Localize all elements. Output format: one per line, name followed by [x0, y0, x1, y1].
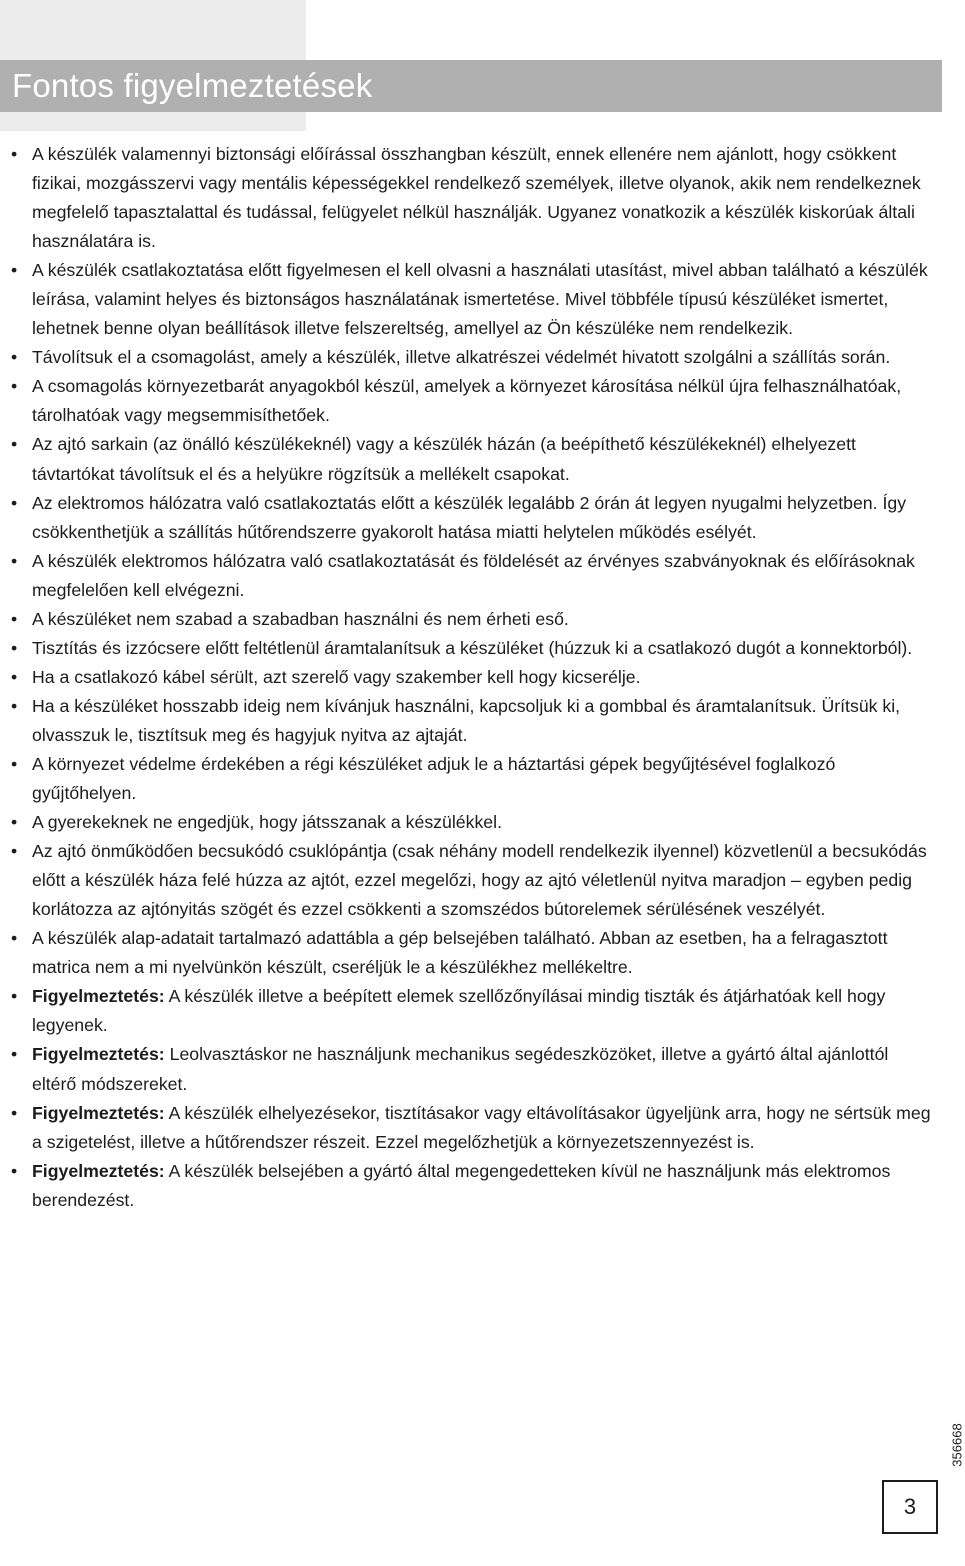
warning-text: Távolítsuk el a csomagolást, amely a készülék, illetve alkatrészei védelmét hivatott szolgálni a szállítás során.: [32, 347, 891, 368]
title-bar: [0, 60, 942, 112]
page-number: 3: [903, 1494, 917, 1519]
warning-text: A készülék csatlakoztatása előtt figyelmesen el kell olvasni a használati utasítást, mivel abban található a készülék leírása, valamint helyes és biztonságos használatának ismertetése. Mivel többféle típusú készüléket ismertet, lehetnek benne olyan beállítások illetve felszereltség, amellyel az Ön készüléke nem rendelkezik.: [32, 260, 928, 339]
bullet-icon: •: [11, 260, 18, 281]
bullet-icon: •: [11, 695, 18, 716]
warning-text: Az ajtó sarkain (az önálló készülékeknél) vagy a készülék házán (a beépíthető készülékeknél) elhelyezett távtartókat távolítsuk el és a helyükre rögzítsük a mellékelt csapokat.: [32, 434, 856, 484]
bullet-icon: •: [11, 986, 18, 1007]
bullet-icon: •: [11, 928, 18, 949]
warning-item: [0, 256, 942, 343]
warning-text: Ha a készüléket hosszabb ideig nem kívánjuk használni, kapcsoljuk ki a gombbal és áramtalanítsuk. Ürítsük ki, olvasszuk le, tisztítsuk meg és hagyjuk nyitva az ajtaját.: [32, 695, 901, 745]
warning-item: [0, 343, 942, 372]
warning-item: [0, 372, 942, 430]
warning-text: A készüléket nem szabad a szabadban használni és nem érheti eső.: [32, 608, 569, 629]
warning-text: A készülék elhelyezésekor, tisztításakor vagy eltávolításakor ügyeljünk arra, hogy ne sértsük meg a szigetelést, illetve a hűtőrendszer részeit. Ezzel megelőzhetjük a környezetszennyezést is.: [32, 1102, 931, 1152]
warning-item: [0, 1099, 942, 1157]
warning-text: Tisztítás és izzócsere előtt feltétlenül áramtalanítsuk a készüléket (húzzuk ki a csatlakozó dugót a konnektorból).: [32, 637, 913, 658]
page-title: Fontos figyelmeztetések: [12, 67, 373, 104]
bullet-icon: •: [11, 144, 18, 164]
warning-item: [0, 692, 942, 750]
warning-text: A készülék valamennyi biztonsági előírással összhangban készült, ennek ellenére nem ajánlott, hogy csökkent fizikai, mozgásszervi vagy mentális képességekkel rendelkező személyek, illetve olyanok, akik nem rendelkeznek megfelelő tapasztalattal és tudással, felügyelet nélkül használják. Ugyanez vonatkozik a készülék kiskorúak általi használatára is.: [32, 144, 921, 252]
warning-text: Az elektromos hálózatra való csatlakoztatás előtt a készülék legalább 2 órán át legyen nyugalmi helyzetben. Így csökkenthetjük a szállítás hűtőrendszerre gyakorolt hatása miatti helytelen működés esélyét.: [32, 492, 907, 542]
page-number-box: [882, 1480, 938, 1534]
warning-item: [0, 837, 942, 924]
warning-text: Az ajtó önműködően becsukódó csuklópántja (csak néhány modell rendelkezik ilyennel) közvetlenül a becsukódás előtt a készülék háza felé húzza az ajtót, ezzel megelőzi, hogy az ajtó véletlenül nyitva maradjon – egyben pedig korlátozza az ajtónyitás szögét és ezzel csökkenti a szomszédos bútorelemek sérülésének veszélyét.: [32, 841, 927, 920]
bullet-icon: •: [11, 812, 18, 833]
warning-item: [0, 547, 942, 605]
warning-text: A környezet védelme érdekében a régi készüléket adjuk le a háztartási gépek begyűjtésével foglalkozó gyűjtőhelyen.: [32, 753, 836, 804]
document-code: 356668: [949, 1423, 965, 1467]
bullet-icon: •: [11, 434, 18, 455]
warning-item: [0, 750, 942, 808]
warning-item: [0, 982, 942, 1040]
warning-lead: Figyelmeztetés:: [32, 986, 165, 1007]
bullet-icon: •: [11, 1160, 18, 1181]
warning-item: [0, 634, 942, 663]
warnings-section: [0, 131, 942, 1397]
warning-text: A gyerekeknek ne engedjük, hogy játsszanak a készülékkel.: [32, 812, 502, 833]
warning-lead: Figyelmeztetés:: [32, 1102, 165, 1123]
bullet-icon: •: [11, 1044, 18, 1065]
warnings-list: [0, 131, 942, 1215]
warning-text: Ha a csatlakozó kábel sérült, azt szerelő vagy szakember kell hogy kicserélje.: [32, 666, 641, 687]
bullet-icon: •: [11, 347, 18, 368]
warning-text: A készülék illetve a beépített elemek szellőzőnyílásai mindig tiszták és átjárhatóak kell hogy legyenek.: [32, 986, 886, 1036]
bullet-icon: •: [11, 608, 18, 629]
warning-lead: Figyelmeztetés:: [32, 1160, 165, 1181]
bullet-icon: •: [11, 1102, 18, 1123]
warning-text: A készülék belsejében a gyártó által megengedetteken kívül ne használjunk más elektromos berendezést.: [32, 1160, 891, 1210]
bullet-icon: •: [11, 666, 18, 687]
warning-item: [0, 430, 942, 488]
bullet-icon: •: [11, 376, 18, 397]
warning-lead: Figyelmeztetés:: [32, 1044, 165, 1065]
bullet-icon: •: [11, 492, 18, 513]
warning-item: [0, 605, 942, 634]
warning-item: [0, 1157, 942, 1215]
warning-item: [0, 489, 942, 547]
warning-text: Leolvasztáskor ne használjunk mechanikus segédeszközöket, illetve a gyártó által ajánlottól eltérő módszereket.: [32, 1044, 889, 1094]
warning-item: [0, 1040, 942, 1098]
warning-item: [0, 924, 942, 982]
warning-item: [0, 140, 942, 256]
bullet-icon: •: [11, 637, 18, 658]
bullet-icon: •: [11, 550, 18, 571]
warning-text: A készülék elektromos hálózatra való csatlakoztatását és földelését az érvényes szabványoknak és előírásoknak megfelelően kell elvégezni.: [32, 550, 915, 600]
warning-text: A készülék alap-adatait tartalmazó adattábla a gép belsejében található. Abban az esetben, ha a felragasztott matrica nem a mi nyelvünkön készült, cseréljük le a készülékhez mellékeltre.: [32, 928, 888, 978]
bullet-icon: •: [11, 753, 18, 774]
warning-item: [0, 808, 942, 837]
bullet-icon: •: [11, 841, 18, 862]
warning-text: A csomagolás környezetbarát anyagokból készül, amelyek a környezet károsítása nélkül újra felhasználhatóak, tárolhatóak vagy megsemmisíthetőek.: [32, 376, 902, 426]
warning-item: [0, 663, 942, 692]
